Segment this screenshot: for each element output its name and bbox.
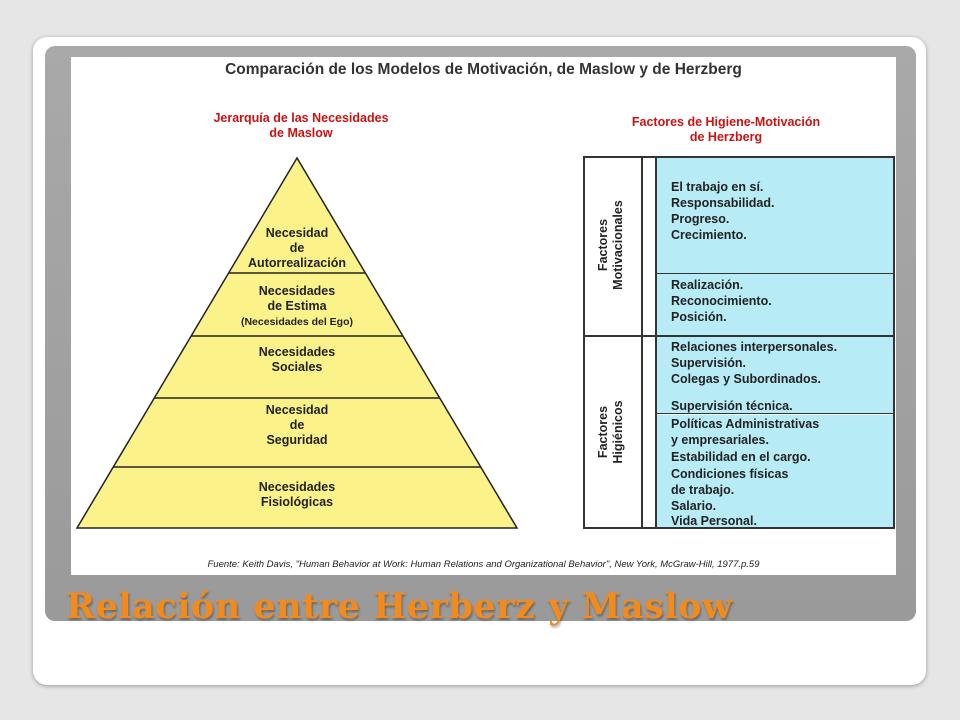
pyramid-level-label: Seguridad xyxy=(266,433,328,447)
motivational-label-line-2: Motivacionales xyxy=(611,200,625,290)
slide-title: Relación entre Herberz y Maslow xyxy=(66,586,733,627)
motivational-item: Crecimiento. xyxy=(671,228,747,242)
pyramid-level-label: de Estima xyxy=(267,299,327,313)
hygiene-item: Políticas Administrativas xyxy=(671,417,820,431)
pyramid-shape xyxy=(77,158,517,528)
pyramid-level-label: Necesidades xyxy=(258,284,336,298)
herzberg-heading-line-2: de Herzberg xyxy=(689,130,763,144)
pyramid-level-label: Fisiológicas xyxy=(260,495,334,509)
pyramid-level-sublabel: (Necesidades del Ego) xyxy=(240,316,354,328)
hygiene-item: Supervisión técnica. xyxy=(671,399,793,413)
motivational-item: Realización. xyxy=(671,278,744,292)
motivational-item: El trabajo en sí. xyxy=(671,180,764,194)
maslow-heading-line-2: de Maslow xyxy=(269,126,333,140)
pyramid-level-label: de xyxy=(289,418,305,432)
pyramid-level-label: Necesidades xyxy=(258,480,336,494)
figure-title: Comparación de los Modelos de Motivación, de Maslow y de Herzberg xyxy=(225,61,742,78)
motivational-label-line-1: Factores xyxy=(596,218,610,272)
pyramid-level-label: Necesidad xyxy=(265,403,329,417)
pyramid-level-label: Necesidades xyxy=(258,345,336,359)
pyramid-level-label: de xyxy=(289,241,305,255)
figure-source: Fuente: Keith Davis, "Human Behavior at Work: Human Relations and Organizational Behavior", New York, McGraw-Hill, 1977.p.59 xyxy=(207,559,760,570)
hygiene-factors-label xyxy=(596,370,630,494)
hygiene-label-line-2: Higiénicos xyxy=(611,400,625,464)
comparison-figure xyxy=(71,57,896,575)
motivational-item: Progreso. xyxy=(671,212,730,226)
hygiene-item: Relaciones interpersonales. xyxy=(671,340,838,354)
herzberg-table xyxy=(583,156,895,529)
hygiene-item: de trabajo. xyxy=(671,483,735,497)
hygiene-item: Estabilidad en el cargo. xyxy=(671,450,811,464)
maslow-pyramid xyxy=(71,57,551,537)
motivational-factors-label xyxy=(596,183,630,307)
pyramid-level-label: Sociales xyxy=(271,360,323,374)
hygiene-item: Salario. xyxy=(671,499,717,513)
pyramid-level-label: Necesidad xyxy=(265,226,329,240)
label-column-divider xyxy=(641,158,643,527)
motivational-item: Responsabilidad. xyxy=(671,196,775,210)
herzberg-heading xyxy=(591,115,861,145)
hygiene-item: Supervisión. xyxy=(671,356,747,370)
hygiene-item: Condiciones físicas xyxy=(671,467,789,481)
maslow-heading-line-1: Jerarquía de las Necesidades xyxy=(213,111,389,125)
motivational-item: Posición. xyxy=(671,310,727,324)
hygiene-item: Colegas y Subordinados. xyxy=(671,372,822,386)
hygiene-item: Vida Personal. xyxy=(671,514,757,528)
herzberg-heading-line-1: Factores de Higiene-Motivación xyxy=(631,115,821,129)
pyramid-level-label: Autorrealización xyxy=(248,256,346,270)
hygiene-label-line-1: Factores xyxy=(596,405,610,459)
hygiene-item: y empresariales. xyxy=(671,433,769,447)
motivational-item: Reconocimiento. xyxy=(671,294,772,308)
